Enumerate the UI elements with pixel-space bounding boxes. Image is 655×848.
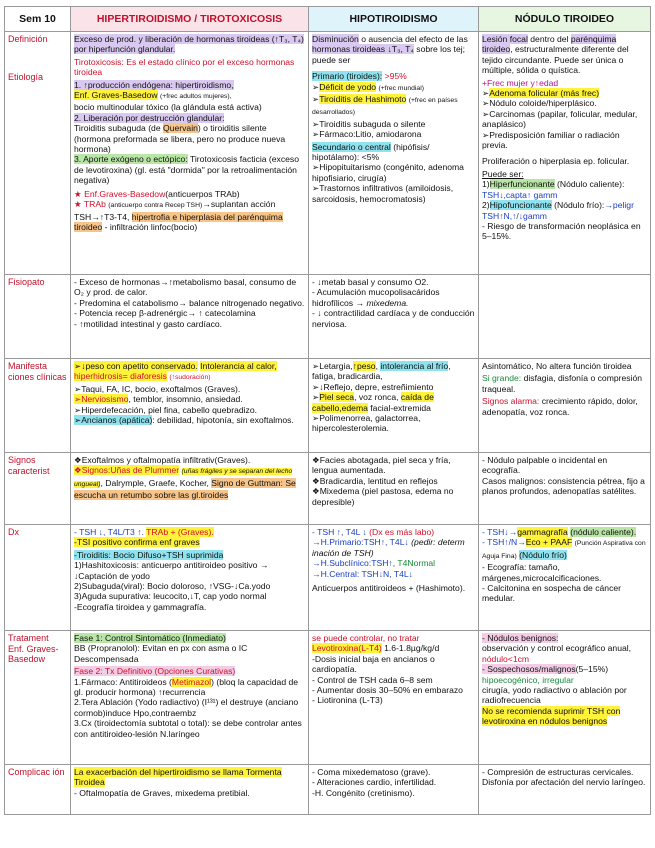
text: ➢Trastornos infiltrativos (amiloidosis, sarcoidosis, hemocromatosis) <box>312 183 454 204</box>
text: caída de cabello,edema <box>312 392 434 413</box>
text: -Dosis inicial baja en ancianos o cardiopatía. <box>312 653 435 675</box>
text: ➢Ancianos (apática) <box>74 415 153 426</box>
text: 1.6-1.8µg/kg/d <box>384 643 440 654</box>
text: , estructuralmente diferente del tejido circundante. Puede ser única o múltiple, sólida o quística. <box>482 44 629 76</box>
text: - ↑motilidad intestinal y gasto cardíaco. <box>74 318 223 329</box>
text: No se recomienda suprimir TSH con levotiroxina en nódulos benignos <box>482 705 621 727</box>
text: o ausencia del efecto de las <box>361 34 468 44</box>
text: gammagrafía <box>517 527 568 537</box>
text: Eco + PAAF <box>525 537 573 548</box>
cell-hipo-complicacion <box>309 765 479 815</box>
cell-nodulo-signos <box>479 453 651 525</box>
text: - Riesgo de transformación neoplásica en 5–15%. <box>482 220 641 242</box>
text: ★ Enf.Graves-Basedow <box>74 188 166 199</box>
text: Disminución <box>312 34 359 44</box>
text: 2.Tera Ablación (Yodo radiactivo) (I¹³¹) el destruye (anciano cormob)induce Hpo,contraembz <box>74 697 299 718</box>
cell-hipo-signos <box>309 453 479 525</box>
text: 2)Subaguda(viral): Bocio doloroso, ↑VSG-↓Ca.yodo <box>74 581 271 592</box>
text: La exacerbación del hipertiroidismo se llama Tormenta Tiroidea <box>74 767 282 788</box>
cell-nodulo-tratamiento <box>479 631 651 765</box>
row-signos <box>5 453 651 525</box>
text: ❖Signos:Uñas de Plummer <box>74 465 180 476</box>
text: - Nódulos benignos: <box>482 633 559 643</box>
text: - Nódulo palpable o incidental en ecografía. <box>482 455 608 476</box>
text: (anticuerpos TRAb) <box>165 188 240 199</box>
text: cirugía, yodo radiactivo o ablación por radiofrecuencia <box>482 685 627 706</box>
text: se puede controlar, no tratar <box>312 633 420 643</box>
text: +Frec mujer y↑edad <box>482 77 559 88</box>
text: - Coma mixedematoso (grave). <box>312 767 431 777</box>
row-label-fisiopato: Fisiopato <box>5 275 71 359</box>
text: ➢Hipopituitarismo (congénito, adenoma hipofisiario, cirugía) <box>312 162 464 183</box>
cell-hiper-complicacion <box>71 765 309 815</box>
header-hipertiroidismo: HIPERTIROIDISMO / TIROTOXICOSIS <box>71 7 309 32</box>
text: >95% <box>384 71 407 82</box>
text: hipoecogénico, irregular <box>482 674 574 685</box>
text: - Calcitonina en sospecha de cáncer medular. <box>482 583 622 604</box>
text: BB (Propranolol): Evitan en px con asma o IC Descompensada <box>74 643 248 664</box>
text: ) (bloq la capacidad de gl. producir hormona) ↑recurrencia <box>74 676 299 698</box>
text: T4Normal <box>397 558 436 569</box>
text: ➢ <box>482 88 490 99</box>
text: Déficit de yodo <box>319 81 377 92</box>
cell-hipo-tratamiento <box>309 631 479 765</box>
text: ❖Mixedema (piel pastosa, edema no depresible) <box>312 486 454 507</box>
text: nódulo<1cm <box>482 653 530 664</box>
row-label-manifestaciones: Manifesta ciones clínicas <box>5 359 71 453</box>
text: Hipofuncionante <box>489 200 552 211</box>
text: (5–15%) <box>575 664 609 675</box>
text: Asintomático, No altera función tiroidea <box>482 361 632 371</box>
text: (uñas frágiles y se separan del lecho ungueal) <box>74 468 293 488</box>
text: -TSI positivo confirma enf graves <box>74 537 200 548</box>
text: (+frec en países desarrollados) <box>312 97 458 117</box>
text: , <box>375 361 378 371</box>
text: Piel seca <box>319 392 355 403</box>
header-week: Sem 10 <box>5 7 71 32</box>
cell-hiper-dx <box>71 525 309 631</box>
text: disfagia, disfonía o compresión traqueal. <box>482 373 643 394</box>
text: - TSH↓→ <box>482 527 518 537</box>
text: sobre los tej; puede ser <box>312 44 466 65</box>
text: - Exceso de hormonas→↑metabolismo basal, consumo de O₂ y prod. de calor. <box>74 277 297 298</box>
text: ➢Polimenorrea, galactorrea, hipercolesterolemia. <box>312 413 421 434</box>
text: ➢ <box>312 81 320 92</box>
text: - Predomina el catabolismo→ balance nitrogenado negativo. <box>74 297 305 308</box>
text: - Ecografía: tamaño, márgenes,microcalcificaciones. <box>482 562 602 583</box>
text: mixedema. <box>366 297 409 308</box>
header-nodulo-tiroideo: NÓDULO TIROIDEO <box>479 7 651 32</box>
text: Tirotoxicosis facticia (exceso de levotiroxina) (gl. está "dormida" por la retroalimentación negativa) <box>74 154 299 186</box>
text: dentro del <box>530 34 569 44</box>
text: - TSH ↑, T4L ↓ <box>312 527 367 537</box>
text: (pedir: determ inación de TSH) <box>312 537 465 558</box>
text: (Punción Aspirativa con Aguja Fina) <box>482 540 646 560</box>
text: ❖Facies abotagada, piel seca y fría, lengua aumentada. <box>312 455 451 476</box>
row-dx <box>5 525 651 631</box>
text: (nódulo caliente). <box>570 527 637 537</box>
text: - Liotironina (L-T3) <box>312 695 383 706</box>
text: ) o tiroiditis silente (hormona preformada se libera, pero no produce nueva hormona) <box>74 123 286 155</box>
text: 1.Fármaco: Antitiroideos ( <box>74 676 172 687</box>
text: 2. Liberación por destrucción glandular: <box>74 112 225 123</box>
text: facial-extremida <box>370 402 431 413</box>
text: ➢Nódulo coloide/hiperplásico. <box>482 98 597 109</box>
text: 3)Aguda supurativa: leucocito,↓T, cap yodo normal <box>74 591 267 602</box>
text: Proliferación o hiperplasia ep. folicular. <box>482 156 630 167</box>
text: , voz ronca, <box>354 392 399 403</box>
text: - Compresión de estructuras cervicales. Disfonía por afectación del nervio laríngeo. <box>482 767 646 788</box>
text: hiperhidrosis= diaforesis <box>74 371 167 382</box>
text: TSH↓,captа↑ gamm <box>482 189 558 200</box>
text: ➢↓peso con apetito conservado. <box>74 361 198 371</box>
cell-nodulo-dx <box>479 525 651 631</box>
row-manifestaciones <box>5 359 651 453</box>
cell-hiper-fisiopato <box>71 275 309 359</box>
header-hipotiroidismo: HIPOTIROIDISMO <box>309 7 479 32</box>
cell-nodulo-definicion-etiologia <box>479 32 651 275</box>
text: Fase 1: Control Sintomático (Inmediato) <box>74 633 226 643</box>
thyroid-summary-table <box>4 6 651 815</box>
text: intolerancia al frío <box>380 361 449 371</box>
header-row <box>5 7 651 32</box>
text: ❖Bradicardia, lentitud en reflejos <box>312 475 438 486</box>
row-complicacion <box>5 765 651 815</box>
cell-nodulo-manifestaciones <box>479 359 651 453</box>
cell-hipo-dx <box>309 525 479 631</box>
text: 1) <box>482 179 490 190</box>
text: - Aumentar dosis 30–50% en embarazo <box>312 685 463 696</box>
text: , fatiga, bradicardia, <box>312 361 451 382</box>
row-label-etiologia: Etiología <box>8 71 44 82</box>
text: Si grande: <box>482 373 522 384</box>
text: ↑peso <box>352 361 376 371</box>
row-label-complicacion: Complicac ión <box>5 765 71 815</box>
summary-table-container <box>4 6 650 815</box>
row-tratamiento <box>5 631 651 765</box>
text: 3. Aporte exógeno o ectópico: <box>74 154 188 165</box>
text: - ↓ contractilidad cardíaca y de conducción nerviosa. <box>312 308 475 329</box>
text: -Ecografía tiroidea y gammagrafía. <box>74 601 207 612</box>
text: , temblor, insomnio, ansiedad. <box>128 394 243 405</box>
text: - Sospechosos/malignos <box>482 664 576 675</box>
text: Anticuerpos antitiroideos + (Hashimoto). <box>312 583 466 594</box>
text: Metimazol <box>171 676 212 687</box>
text: Puede ser: <box>482 168 524 179</box>
text: Signo de Guttman: Se escucha un retumbo sobre las gl.tiroides <box>74 477 296 501</box>
text: Adenoma folicular (más frec) <box>489 88 600 99</box>
cell-hipo-fisiopato <box>309 275 479 359</box>
text: bocio multinodular tóxico (la glándula está activa) <box>74 102 262 113</box>
text: - Acumulación mucopolisacáridos hidrofílicos → <box>312 287 440 308</box>
text: (Nódulo caliente): <box>557 179 625 190</box>
text: Tirotoxicosis: Es el estado clínico por el exceso hormonas tiroidea <box>74 56 295 78</box>
text: (Dx es más labo) <box>369 527 435 537</box>
text: 1)Hashitoxicosis: anticuerpo antitiroideo positivo → ↓Captación de yodo <box>74 560 269 581</box>
text: - Potencia recep β-adrenérgic→ ↑ catecolamina <box>74 308 256 319</box>
text: - ↓metab basal y consumo O2. <box>312 277 429 287</box>
text: -Tiroiditis: Bocio Difuso+TSH suprimida <box>74 549 224 560</box>
cell-nodulo-complicacion <box>479 765 651 815</box>
text: Tiroiditis subaguda (de <box>74 123 161 134</box>
text: ➢ <box>312 392 320 403</box>
text: →H.Central: TSH↓N, T4L↓ <box>312 568 413 579</box>
text: (Nódulo frío) <box>519 549 567 560</box>
cell-hiper-manifestaciones <box>71 359 309 453</box>
text: (↑sudoración) <box>169 374 211 382</box>
text: Enf. Graves-Basedow <box>74 90 158 101</box>
text: crecimiento rápido, dolor, adenopatía, voz ronca. <box>482 396 638 417</box>
text: TRAb + (Graves). <box>146 527 214 537</box>
text: →suplantan acción TSH→↑T3-T4, <box>74 199 276 222</box>
cell-nodulo-fisiopato <box>479 275 651 359</box>
text: : debilidad, hipotonía, sin exoftalmos. <box>152 415 294 426</box>
text: ➢Nerviosismo <box>74 394 129 405</box>
text: hormonas tiroideas ↓T₃, T₄ <box>312 44 414 55</box>
text: ➢Letargia, <box>312 361 353 371</box>
text: Primario (tiroides): <box>312 71 383 82</box>
text: ➢ <box>312 94 320 105</box>
text: (+frec adultos mujeres), <box>159 93 232 101</box>
text: hipertrofia e hiperplasia del parénquima tiroideo <box>74 211 283 232</box>
text: Lesión focal <box>482 34 528 44</box>
text: - Alteraciones cardio, infertilidad. <box>312 777 437 788</box>
text: Fase 2: Tx Definitivo (Opciones Curativas) <box>74 666 236 677</box>
text: 2) <box>482 200 490 211</box>
text: -H. Congénito (cretinismo). <box>312 787 415 798</box>
text: ➢Carcinomas (papilar, folicular, medular, anaplásico) <box>482 108 638 130</box>
text: - infiltración linfoc(bocio) <box>104 221 198 232</box>
text: →H.Subclínico:TSH↑, <box>312 558 396 569</box>
text: Secundario o central <box>312 141 391 152</box>
text: Quervain <box>163 123 198 134</box>
text: →H.Primario:TSH↑, T4L↓ <box>312 537 409 548</box>
cell-hipo-definicion-etiologia <box>309 32 479 275</box>
text: Levotiroxina(L-T4) <box>312 643 382 654</box>
row-label-tratamiento: Tratament Enf. Graves-Basedow <box>5 631 71 765</box>
row-fisiopato <box>5 275 651 359</box>
row-label-definicion: Definición Etiología <box>5 32 71 275</box>
text: (hipófisis/ hipotálamo): <5% <box>312 141 430 163</box>
cell-hipo-manifestaciones <box>309 359 479 453</box>
row-definicion-etiologia <box>5 32 651 275</box>
text: ★ TRAb <box>74 199 106 210</box>
text: (+frec mundial) <box>378 84 424 92</box>
cell-hiper-signos <box>71 453 309 525</box>
text: →peligr TSH↑N,↑/↓gamm <box>482 200 634 221</box>
text: (anticuerpo contra Recep TSH) <box>108 202 203 210</box>
text: ➢Tiroiditis subaguda o silente <box>312 118 426 129</box>
text: observación y control ecográfico anual, <box>482 643 632 654</box>
text: ➢Fármaco:Litio, amiodarona <box>312 129 422 140</box>
text: - TSH ↓, T4L/T3 ↑. <box>74 527 144 537</box>
cell-hiper-tratamiento <box>71 631 309 765</box>
text: - Oftalmopatía de Graves, mixedema pretibial. <box>74 787 250 798</box>
text: Casos malignos: consistencia pétrea, fijo a planos profundos, adenopatías satélites. <box>482 475 645 497</box>
text: Signos alarma: <box>482 396 540 407</box>
text: ➢Taqui, FA, IC, bocio, exoftalmos (Graves). <box>74 383 241 394</box>
text: ❖Exoftalmos y oftalmopatía infiltrativ(Graves). <box>74 455 251 465</box>
text: - TSH↑/N→ <box>482 537 526 548</box>
text: Exceso de prod. y liberación de hormonas tiroideas (↑T₃, T₄) por hiperfunción glandular. <box>74 34 304 55</box>
cell-hiper-definicion-etiologia <box>71 32 309 275</box>
row-label-dx: Dx <box>5 525 71 631</box>
text: parénquima tiroideo <box>482 34 617 55</box>
row-label-signos: Signos caracterist <box>5 453 71 525</box>
text: 3.Cx (tiroidectomía subtotal o total): se debe controlar antes con antitiroideo-lesión N.laríngeo <box>74 718 302 739</box>
text: Hiperfuncionante <box>489 179 555 190</box>
text: ➢Hiperdefecación, piel fina, cabello quebradizo. <box>74 404 258 415</box>
text: ➢↓Reflejo, depre, estreñimiento <box>312 381 434 392</box>
text: , Dalrymple, Graefe, Kocher, <box>100 477 209 488</box>
text: - Control de TSH cada 6–8 sem <box>312 674 433 685</box>
text: ➢Predisposición familiar o radiación previa. <box>482 129 620 151</box>
text: 1. ↑producción endógena: hipertiroidismo, <box>74 79 234 90</box>
text: (Nódulo frío): <box>554 200 605 211</box>
text: Intolerancia al calor, <box>200 361 277 371</box>
text: Tiroiditis de Hashimoto <box>319 94 407 105</box>
